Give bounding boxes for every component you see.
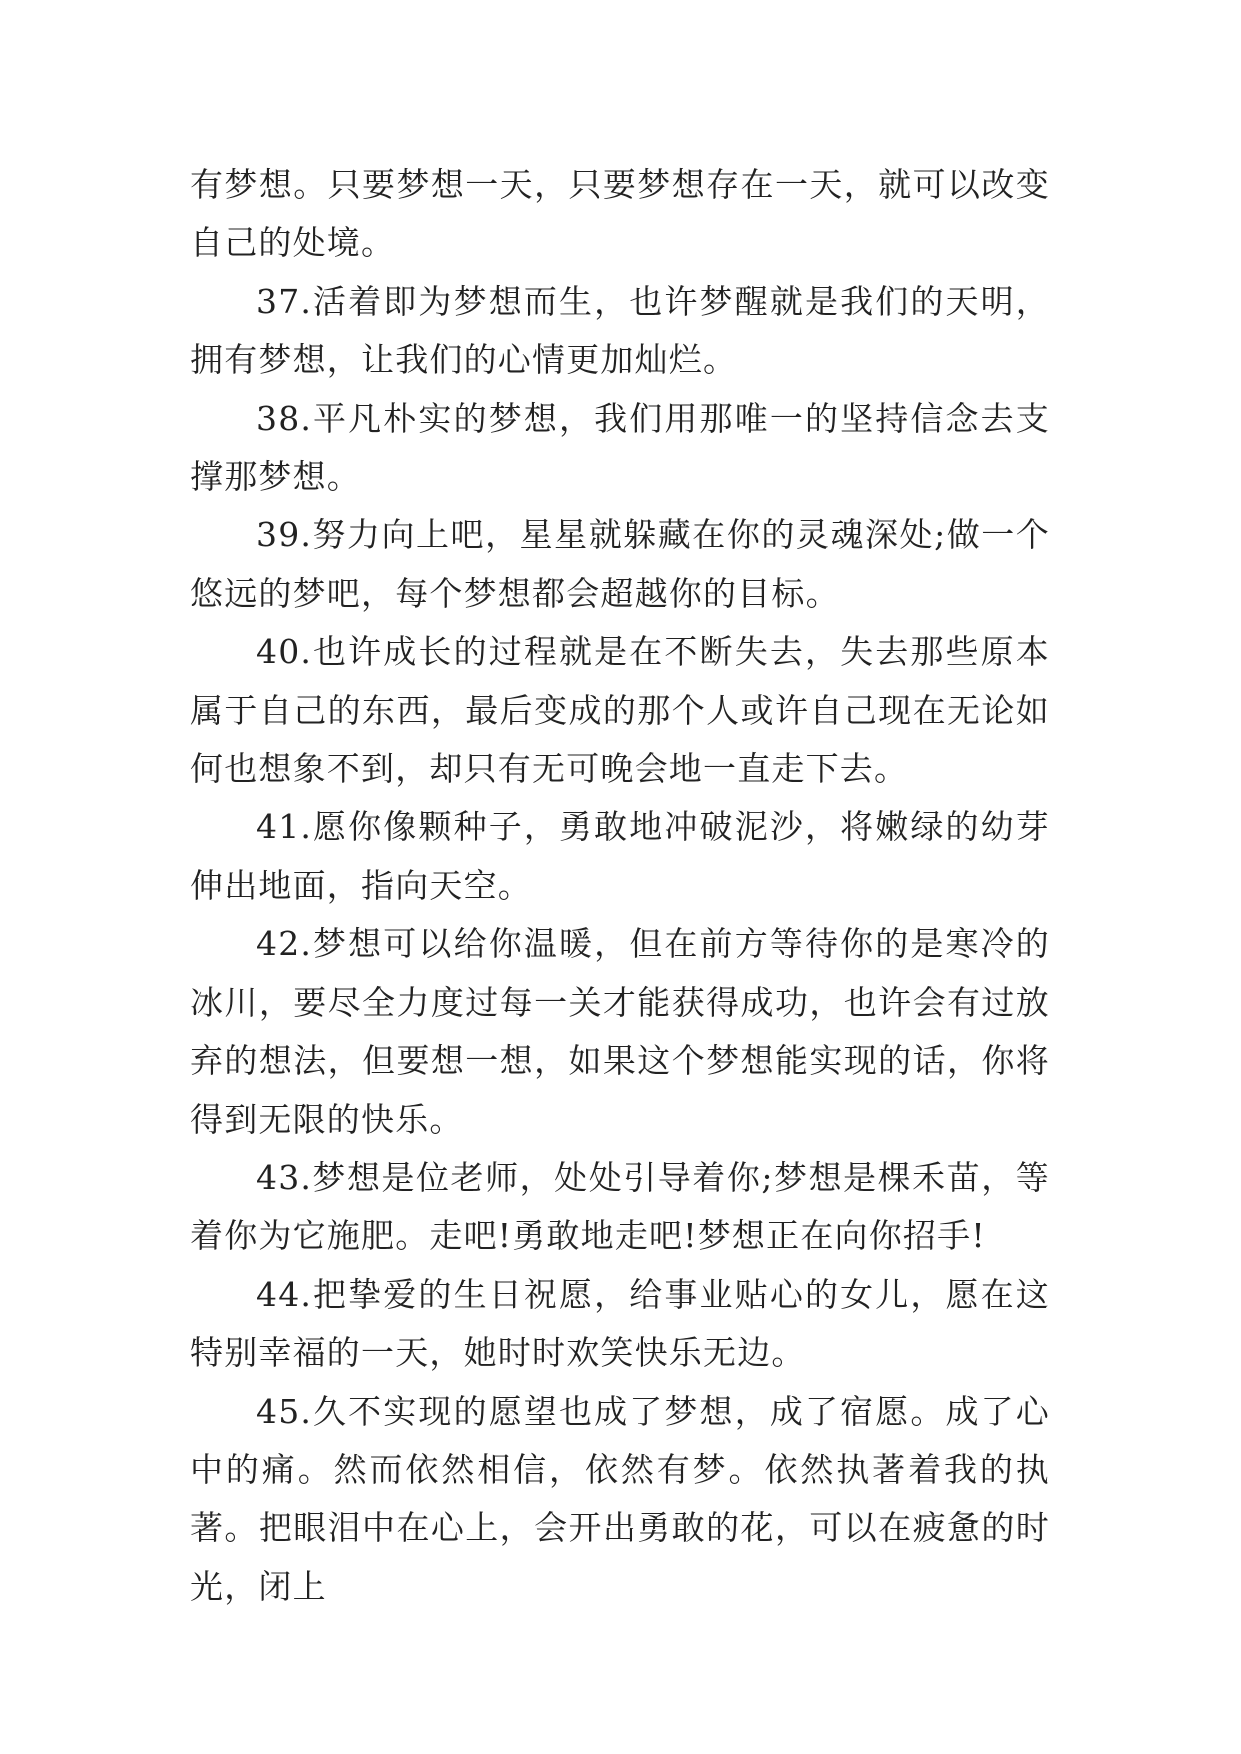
paragraph-item-44: 44.把挚爱的生日祝愿，给事业贴心的女儿，愿在这特别幸福的一天，她时时欢笑快乐无边。	[190, 1274, 1050, 1373]
paragraph-item-45: 45.久不实现的愿望也成了梦想，成了宿愿。成了心中的痛。然而依然相信，依然有梦。依然执著着我的执著。把眼泪中在心上，会开出勇敢的花，可以在疲惫的时光，闭上	[190, 1391, 1050, 1606]
paragraph-item-43: 43.梦想是位老师，处处引导着你;梦想是棵禾苗，等着你为它施肥。走吧!勇敢地走吧!梦想正在向你招手!	[190, 1157, 1050, 1256]
document-body	[190, 156, 1050, 1616]
paragraph-item-37: 37.活着即为梦想而生，也许梦醒就是我们的天明，拥有梦想，让我们的心情更加灿烂。	[190, 281, 1050, 380]
paragraph-item-39: 39.努力向上吧，星星就躲藏在你的灵魂深处;做一个悠远的梦吧，每个梦想都会超越你的目标。	[190, 515, 1050, 613]
paragraph-item-40: 40.也许成长的过程就是在不断失去，失去那些原本属于自己的东西，最后变成的那个人或许自己现在无论如何也想象不到，却只有无可晚会地一直走下去。	[190, 632, 1050, 789]
paragraph-item-41: 41.愿你像颗种子，勇敢地冲破泥沙，将嫩绿的幼芽伸出地面，指向天空。	[190, 807, 1050, 905]
paragraph-item-42: 42.梦想可以给你温暖，但在前方等待你的是寒冷的冰川，要尽全力度过每一关才能获得成功，也许会有过放弃的想法，但要想一想，如果这个梦想能实现的话，你将得到无限的快乐。	[190, 924, 1050, 1139]
paragraph-continuation: 有梦想。只要梦想一天，只要梦想存在一天，就可以改变自己的处境。	[190, 165, 1050, 263]
paragraph-item-38: 38.平凡朴实的梦想，我们用那唯一的坚持信念去支撑那梦想。	[190, 398, 1050, 497]
